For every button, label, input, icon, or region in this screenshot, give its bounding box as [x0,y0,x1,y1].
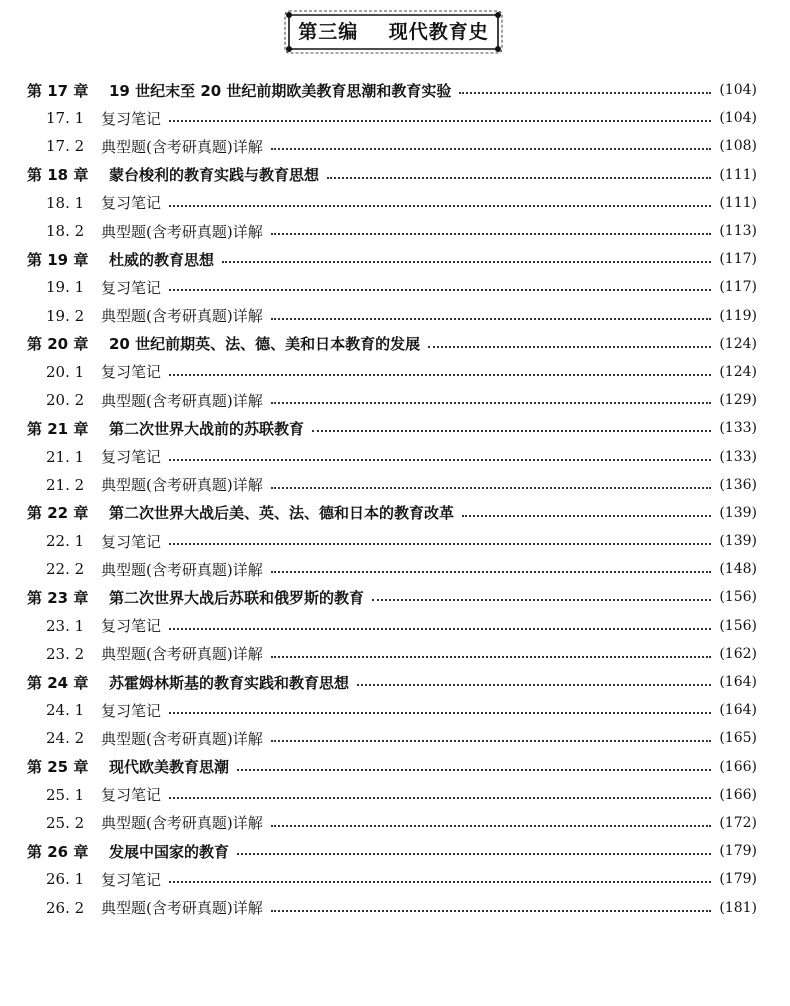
entry-title: 典型题(含考研真题)详解 [101,560,263,579]
entry-page: (129) [719,392,757,409]
toc-chapter-row[interactable] [27,499,757,527]
entry-title: 复习笔记 [101,532,162,551]
entry-page: (133) [719,448,757,465]
entry-page: (136) [719,476,757,493]
entry-number: 24. 1 [46,701,85,720]
entry-number: 26. 2 [46,898,85,917]
toc-section-row[interactable] [27,893,757,921]
toc-section-row[interactable] [27,696,757,724]
entry-number: 26. 1 [46,870,85,889]
toc-section-row[interactable] [27,809,757,837]
entry-title: 复习笔记 [101,363,162,382]
entry-number: 18. 1 [46,193,85,212]
toc-chapter-row[interactable] [27,161,757,189]
dot-leader [169,797,711,799]
entry-page: (156) [719,589,757,606]
toc-chapter-row[interactable] [27,753,757,781]
entry-title: 现代欧美教育思潮 [109,758,230,777]
entry-page: (172) [719,814,757,831]
toc-section-row[interactable] [27,527,757,555]
entry-page: (179) [719,843,757,860]
entry-title: 典型题(含考研真题)详解 [101,814,263,833]
entry-title: 复习笔记 [101,448,162,467]
entry-title: 典型题(含考研真题)详解 [101,222,263,241]
entry-page: (162) [719,645,757,662]
entry-page: (179) [719,871,757,888]
entry-title: 典型题(含考研真题)详解 [101,137,263,156]
part-title: 第三编 现代教育史 [298,21,489,43]
dot-leader [271,825,712,827]
dot-leader [271,318,712,320]
entry-title: 复习笔记 [101,617,162,636]
dot-leader [169,543,711,545]
entry-number: 21. 1 [46,447,85,466]
entry-number: 20. 2 [46,391,85,410]
entry-page: (113) [719,223,757,240]
dot-leader [222,261,711,263]
toc-chapter-row[interactable] [27,583,757,611]
toc-section-row[interactable] [27,132,757,160]
entry-title: 典型题(含考研真题)详解 [101,391,263,410]
toc-section-row[interactable] [27,640,757,668]
entry-title: 复习笔记 [101,109,162,128]
entry-page: (139) [719,533,757,550]
entry-title: 复习笔记 [101,870,162,889]
entry-number: 第 17 章 [27,81,89,100]
dot-leader [271,148,712,150]
entry-number: 第 20 章 [27,335,89,354]
entry-page: (148) [719,561,757,578]
toc-chapter-row[interactable] [27,76,757,104]
toc-section-row[interactable] [27,358,757,386]
entry-page: (117) [719,251,757,268]
entry-page: (181) [719,899,757,916]
entry-number: 第 26 章 [27,842,89,861]
entry-title: 第二次世界大战前的苏联教育 [109,419,305,438]
entry-number: 25. 2 [46,813,85,832]
dot-leader [271,571,712,573]
toc-section-row[interactable] [27,442,757,470]
entry-page: (108) [719,138,757,155]
entry-page: (111) [719,194,757,211]
dot-leader [169,120,711,122]
entry-number: 24. 2 [46,729,85,748]
toc-section-row[interactable] [27,724,757,752]
entry-title: 19 世纪末至 20 世纪前期欧美教育思潮和教育实验 [109,81,452,100]
entry-title: 杜威的教育思想 [109,250,215,269]
toc-section-row[interactable] [27,104,757,132]
entry-title: 典型题(含考研真题)详解 [101,899,263,918]
entry-page: (104) [719,110,757,127]
toc-section-row[interactable] [27,471,757,499]
entry-page: (124) [719,335,757,352]
entry-page: (139) [719,504,757,521]
toc-chapter-row[interactable] [27,837,757,865]
dot-leader [459,92,711,94]
entry-title: 复习笔记 [101,194,162,213]
entry-number: 19. 2 [46,306,85,325]
entry-title: 复习笔记 [101,278,162,297]
dot-leader [357,684,711,686]
entry-number: 17. 2 [46,137,85,156]
entry-page: (119) [719,307,757,324]
entry-page: (117) [719,279,757,296]
entry-number: 25. 1 [46,785,85,804]
entry-page: (156) [719,617,757,634]
toc-chapter-row[interactable] [27,668,757,696]
entry-page: (164) [719,702,757,719]
entry-number: 第 24 章 [27,673,89,692]
dot-leader [237,853,711,855]
entry-number: 23. 2 [46,644,85,663]
entry-title: 苏霍姆林斯基的教育实践和教育思想 [109,673,350,692]
toc-section-row[interactable] [27,865,757,893]
entry-number: 22. 1 [46,532,85,551]
entry-title: 典型题(含考研真题)详解 [101,307,263,326]
entry-number: 第 21 章 [27,419,89,438]
entry-number: 17. 1 [46,109,85,128]
entry-number: 第 22 章 [27,504,89,523]
entry-title: 典型题(含考研真题)详解 [101,476,263,495]
entry-number: 23. 1 [46,616,85,635]
dot-leader [271,402,712,404]
dot-leader [271,233,712,235]
part-header [283,10,504,54]
dot-leader [271,656,712,658]
toc-section-row[interactable] [27,302,757,330]
entry-title: 第二次世界大战后美、英、法、德和日本的教育改革 [109,504,455,523]
entry-number: 第 18 章 [27,166,89,185]
toc-chapter-row[interactable] [27,245,757,273]
toc-chapter-row[interactable] [27,330,757,358]
entry-number: 18. 2 [46,222,85,241]
dot-leader [169,712,711,714]
dot-leader [462,515,711,517]
dot-leader [169,289,711,291]
toc-section-row[interactable] [27,386,757,414]
dot-leader [428,346,711,348]
entry-number: 第 23 章 [27,588,89,607]
entry-title: 复习笔记 [101,701,162,720]
entry-title: 20 世纪前期英、法、德、美和日本教育的发展 [109,335,421,354]
dot-leader [271,487,712,489]
dot-leader [271,740,712,742]
entry-title: 典型题(含考研真题)详解 [101,645,263,664]
dot-leader [271,910,712,912]
dot-leader [169,374,711,376]
toc-section-row[interactable] [27,555,757,583]
toc-chapter-row[interactable] [27,414,757,442]
dot-leader [169,205,711,207]
entry-title: 典型题(含考研真题)详解 [101,729,263,748]
toc-section-row[interactable] [27,781,757,809]
entry-page: (133) [719,420,757,437]
entry-number: 21. 2 [46,475,85,494]
entry-title: 第二次世界大战后苏联和俄罗斯的教育 [109,588,365,607]
toc-section-row[interactable] [27,273,757,301]
entry-title: 发展中国家的教育 [109,842,230,861]
entry-page: (165) [719,730,757,747]
entry-page: (166) [719,758,757,775]
entry-number: 20. 1 [46,362,85,381]
entry-page: (164) [719,674,757,691]
entry-number: 第 25 章 [27,758,89,777]
dot-leader [372,599,711,601]
entry-page: (111) [719,166,757,183]
table-of-contents [27,76,757,922]
toc-section-row[interactable] [27,189,757,217]
entry-title: 复习笔记 [101,786,162,805]
entry-title: 蒙台梭利的教育实践与教育思想 [109,166,320,185]
dot-leader [169,459,711,461]
dot-leader [169,628,711,630]
entry-page: (166) [719,786,757,803]
dot-leader [312,430,711,432]
entry-page: (104) [719,82,757,99]
entry-number: 22. 2 [46,560,85,579]
dot-leader [327,177,711,179]
entry-number: 第 19 章 [27,250,89,269]
dot-leader [237,769,711,771]
entry-number: 19. 1 [46,278,85,297]
toc-section-row[interactable] [27,217,757,245]
dot-leader [169,881,711,883]
toc-section-row[interactable] [27,612,757,640]
entry-page: (124) [719,363,757,380]
